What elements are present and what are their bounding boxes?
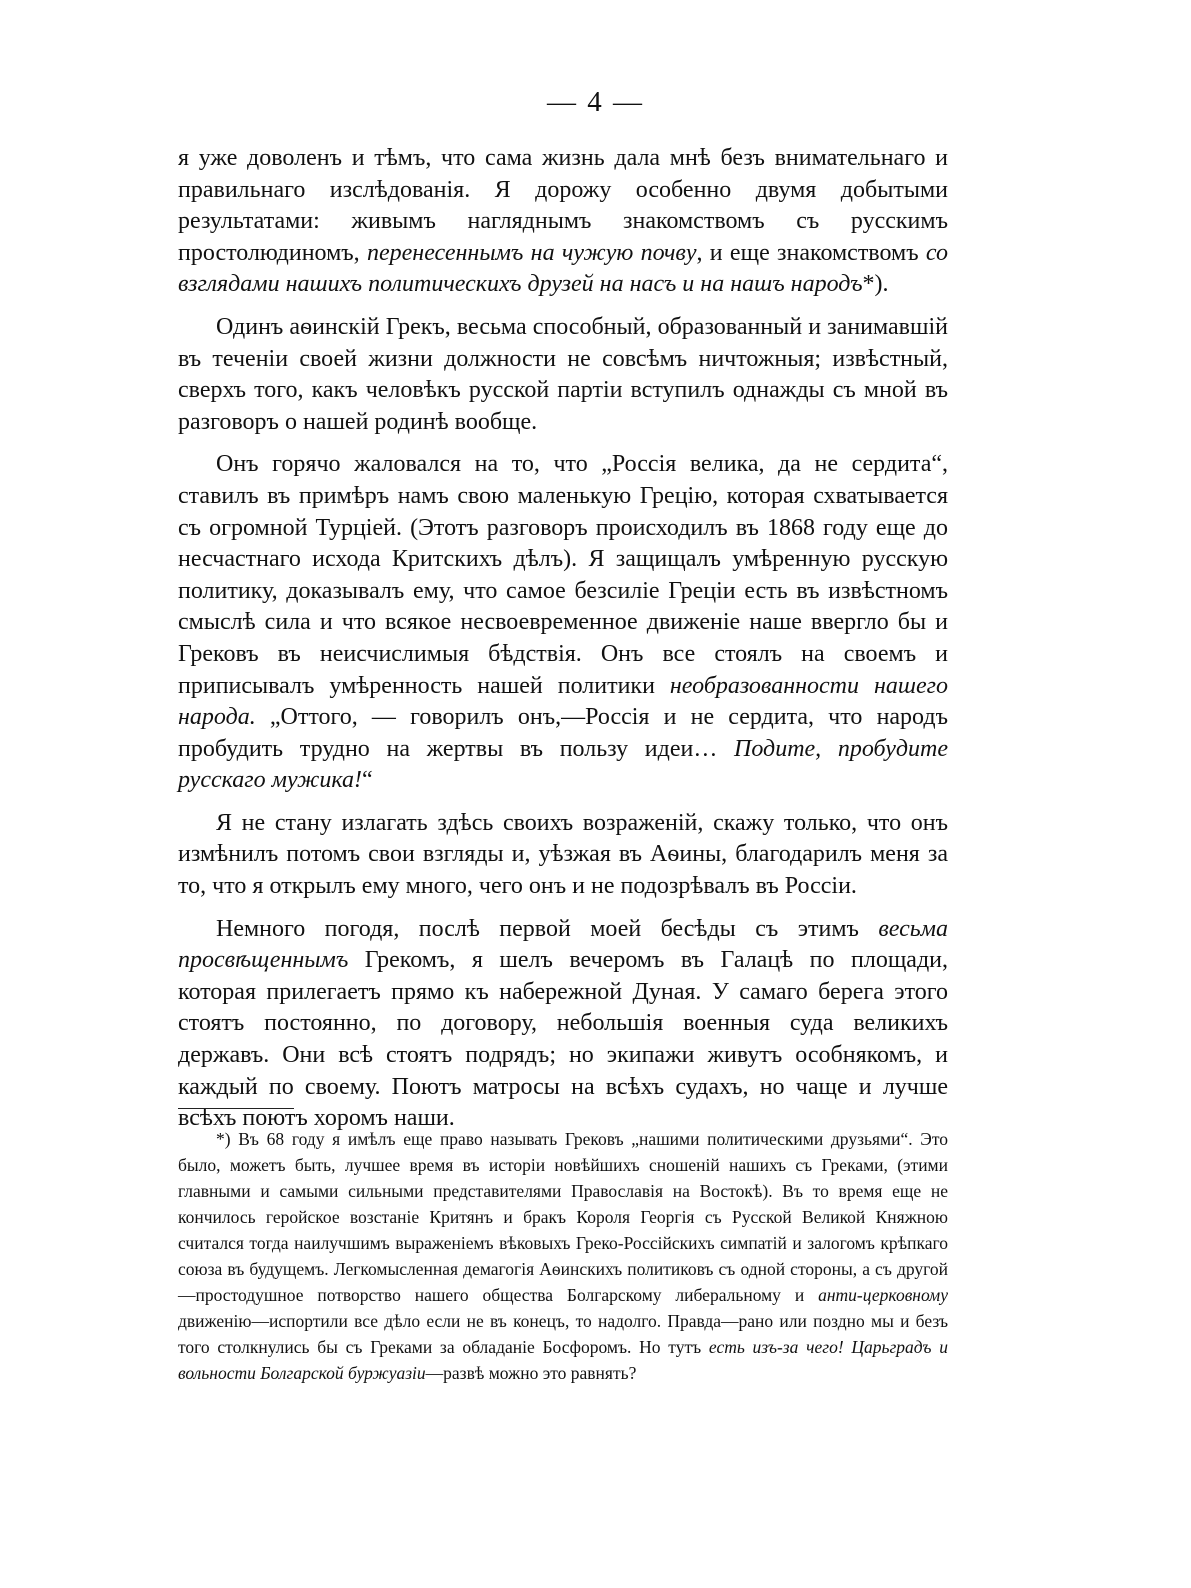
paragraph-3 xyxy=(178,449,948,797)
text-run: , и еще знакомствомъ xyxy=(696,239,926,266)
text-run: *) Въ 68 году я имѣлъ еще право называть Грековъ „нашими политическими друзьями“. Это было, можетъ быть, лучшее время въ исторіи новѣйшихъ сношеній нашихъ съ Греками, (этими главными и самыми сильными представителями Православія на Востокѣ). Въ то время еще не кончилось геройское возстаніе Критянъ и бракъ Короля Георгія съ Русской Великой Княжною считался тогда наилучшимъ выраженіемъ вѣковыхъ Греко-Россійскихъ симпатій и залогомъ крѣпкаго союза въ будущемъ. Легкомысленная демагогія Аѳинскихъ политиковъ съ одной стороны, а съ другой—простодушное потворство нашего общества Болгарскому либеральному и xyxy=(178,1129,948,1305)
text-run: —развѣ можно это равнять? xyxy=(425,1363,637,1383)
text-run: Я не стану излагать здѣсь своихъ возраженій, скажу только, что онъ измѣнилъ потомъ свои взгляды и, уѣзжая въ Аѳины, благодарилъ меня за то, что я открылъ ему много, чего онъ и не подозрѣвалъ въ Россіи. xyxy=(178,809,948,900)
paragraph-1 xyxy=(178,143,948,301)
text-run-italic: со взглядами нашихъ политическихъ друзей на насъ и на нашъ народъ xyxy=(178,239,948,298)
text-run-italic: весьма просвѣщеннымъ xyxy=(178,915,948,974)
main-text xyxy=(178,143,948,1135)
paragraph-4 xyxy=(178,808,948,903)
text-run: Онъ горячо жаловался на то, что „Россія велика, да не сердита“, ставилъ въ примѣръ намъ свою маленькую Грецію, которая схватывается съ огромной Турціей. (Этотъ разговоръ происходилъ въ 1868 году еще до несчастнаго исхода Критскихъ дѣлъ). Я защищалъ умѣренную русскую политику, доказывалъ ему, что самое безсиліе Греціи есть въ извѣстномъ смыслѣ сила и что всякое несвоевременное движеніе наше ввергло бы и Грековъ въ неисчислимыя бѣдствія. Онъ все стоялъ на своемъ и приписывалъ умѣренность нашей политики xyxy=(178,451,948,699)
text-run: я уже доволенъ и тѣмъ, что сама жизнь дала мнѣ безъ внимательнаго и правильнаго изслѣдованія. Я дорожу особенно двумя добытыми результатами: живымъ нагляднымъ знакомствомъ съ русскимъ простолюдиномъ, xyxy=(178,145,948,266)
footnote-divider xyxy=(178,1108,294,1109)
text-run-italic: есть изъ-за чего! Царьградъ и вольности Болгарской буржуазіи xyxy=(178,1337,948,1383)
footnote-marker: *). xyxy=(862,271,889,298)
text-run-italic: анти-церковному xyxy=(818,1285,948,1305)
footnote-paragraph xyxy=(178,1126,948,1386)
paragraph-5 xyxy=(178,914,948,1135)
text-run: движенію—испортили все дѣло если не въ конецъ, то надолго. Правда—рано или поздно мы и безъ того столкнулись бы съ Греками за обладаніе Босфоромъ. Но тутъ xyxy=(178,1311,948,1357)
text-run: Одинъ аѳинскій Грекъ, весьма способный, образованный и занимавшій въ теченіи своей жизни должности не совсѣмъ ничтожныя; извѣстный, сверхъ того, какъ человѣкъ русской партіи вступилъ однажды съ мной въ разговоръ о нашей родинѣ вообще. xyxy=(178,313,948,435)
paragraph-2 xyxy=(178,312,948,438)
text-run: Немного погодя, послѣ первой моей бесѣды съ этимъ xyxy=(216,915,879,942)
text-run: “ xyxy=(361,767,373,794)
text-run-italic: перенесеннымъ на чужую почву xyxy=(366,239,697,266)
text-run: „Оттого, — говорилъ онъ,—Россія и не сердита, что народъ пробудить трудно на жертвы въ пользу идеи… xyxy=(178,704,948,762)
text-run-italic: Подите, пробудите русскаго мужика! xyxy=(178,735,948,794)
footnote xyxy=(178,1126,948,1386)
page-number: — 4 — xyxy=(547,86,644,118)
text-run-italic: необразованности нашего народа. xyxy=(178,672,948,731)
text-run: Грекомъ, я шелъ вечеромъ въ Галацѣ по площади, которая прилегаетъ прямо къ набережной Дуная. У самаго берега этого стоятъ постоянно, по договору, небольшія военныя суда великихъ державъ. Они всѣ стоятъ подрядъ; но экипажи живутъ особнякомъ, и каждый по своему. Поютъ матросы на всѣхъ судахъ, но чаще и лучше всѣхъ поютъ хоромъ наши. xyxy=(178,947,948,1132)
